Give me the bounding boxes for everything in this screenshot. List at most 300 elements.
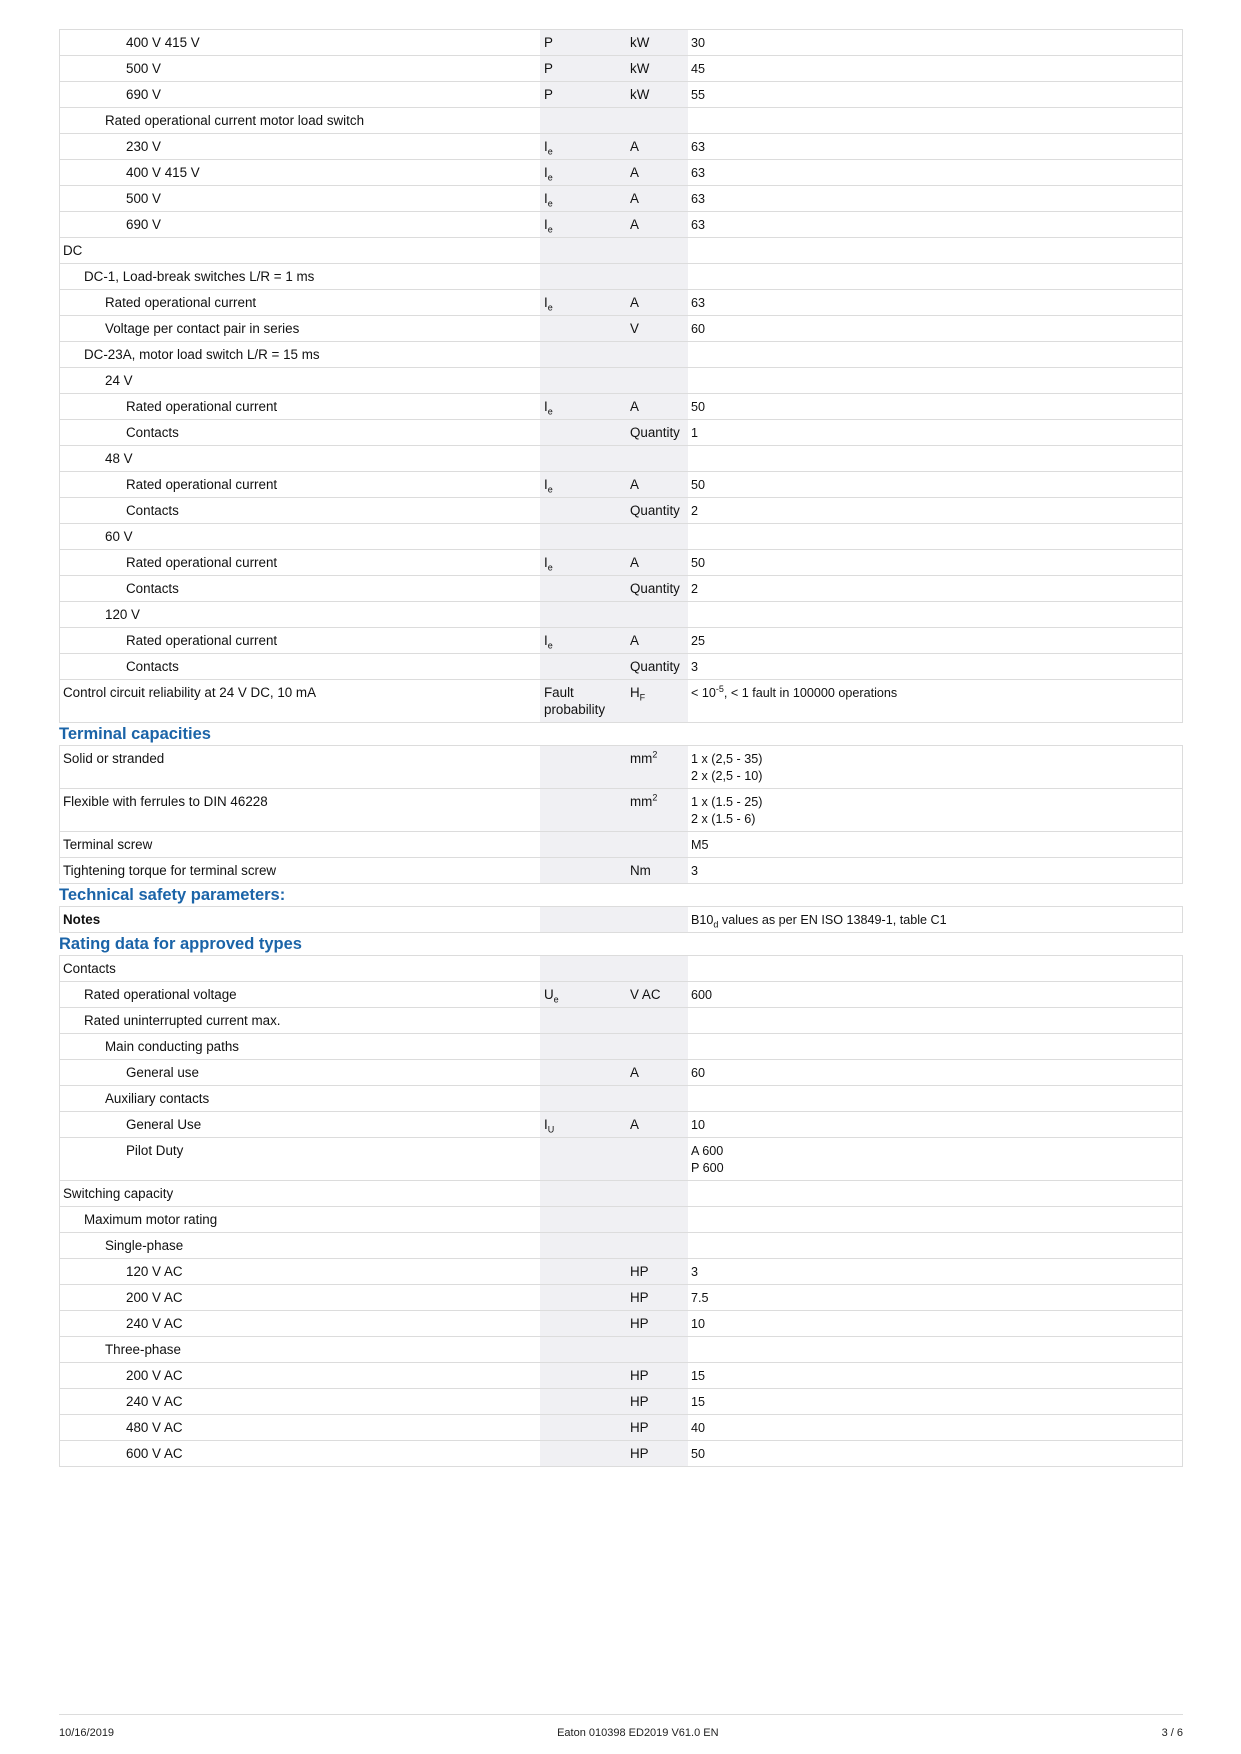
value-line: 55 [691, 88, 706, 102]
row-unit [628, 30, 688, 55]
row-unit [628, 1181, 688, 1206]
symbol-subscript: e [547, 302, 553, 313]
row-symbol [540, 576, 628, 601]
value-line: 3 [691, 864, 699, 878]
row-unit [628, 680, 688, 722]
row-label: General Use [126, 1117, 202, 1132]
row-unit [628, 1389, 688, 1414]
row-unit [628, 1337, 688, 1362]
table-row [59, 1311, 1183, 1337]
row-label: 240 V AC [126, 1316, 183, 1331]
row-symbol [540, 1285, 628, 1310]
table-row [59, 680, 1183, 723]
unit-text: A [630, 1065, 639, 1080]
row-symbol [540, 982, 628, 1007]
row-label: Rated uninterrupted current max. [84, 1013, 281, 1028]
row-unit [628, 858, 688, 883]
row-unit [628, 1207, 688, 1232]
row-symbol [540, 368, 628, 393]
row-unit [628, 108, 688, 133]
row-label: Single-phase [105, 1238, 184, 1253]
row-label: Contacts [63, 961, 116, 976]
row-unit [628, 1138, 688, 1180]
symbol-subscript: e [547, 484, 553, 495]
row-value [688, 1008, 1182, 1033]
row-symbol [540, 1060, 628, 1085]
value-line: 15 [691, 1395, 706, 1409]
row-label: 400 V 415 V [126, 165, 200, 180]
row-symbol [540, 472, 628, 497]
row-unit [628, 1034, 688, 1059]
unit-text: mm [630, 751, 653, 766]
table-row [59, 1034, 1183, 1060]
row-value [688, 498, 1182, 523]
row-label: 120 V [105, 607, 140, 622]
value-line: 50 [691, 478, 706, 492]
value-line: 1 x (2,5 - 35) [691, 752, 763, 766]
row-value [688, 982, 1182, 1007]
row-symbol [540, 56, 628, 81]
value-line: 50 [691, 556, 706, 570]
row-value [688, 186, 1182, 211]
row-unit [628, 550, 688, 575]
table-row [59, 160, 1183, 186]
value-text: < 10 [691, 686, 716, 700]
row-unit [628, 789, 688, 831]
row-symbol [540, 1441, 628, 1466]
row-label: DC-1, Load-break switches L/R = 1 ms [84, 269, 315, 284]
unit-text: A [630, 295, 639, 310]
unit-text: Quantity [630, 659, 680, 674]
symbol-text: Fault probability [544, 685, 606, 717]
row-label: 480 V AC [126, 1420, 183, 1435]
value-line: 1 x (1.5 - 25) [691, 795, 763, 809]
row-unit [628, 212, 688, 237]
spec-table [59, 906, 1183, 933]
unit-text: Quantity [630, 425, 680, 440]
value-superscript: -5 [715, 683, 724, 694]
row-value [688, 1207, 1182, 1232]
row-value [688, 134, 1182, 159]
row-label: General use [126, 1065, 199, 1080]
row-unit [628, 1259, 688, 1284]
table-row [59, 1207, 1183, 1233]
row-value [688, 746, 1182, 788]
row-unit [628, 1363, 688, 1388]
row-symbol [540, 108, 628, 133]
row-unit [628, 602, 688, 627]
unit-text: A [630, 633, 639, 648]
row-value [688, 1415, 1182, 1440]
unit-text: kW [630, 61, 650, 76]
table-row [59, 1259, 1183, 1285]
row-value [688, 1034, 1182, 1059]
row-label: Maximum motor rating [84, 1212, 218, 1227]
spec-table [59, 955, 1183, 1467]
value-line: 40 [691, 1421, 706, 1435]
table-row [59, 1441, 1183, 1467]
row-symbol [540, 1389, 628, 1414]
row-symbol [540, 316, 628, 341]
table-row [59, 789, 1183, 832]
row-symbol [540, 746, 628, 788]
row-value [688, 858, 1182, 883]
value-line: 2 [691, 582, 699, 596]
row-value [688, 1181, 1182, 1206]
row-value [688, 290, 1182, 315]
table-row [59, 1233, 1183, 1259]
symbol-text: I [544, 633, 548, 648]
symbol-subscript: e [547, 224, 553, 235]
row-symbol [540, 1363, 628, 1388]
datasheet-table [59, 29, 1183, 1467]
unit-text: HP [630, 1446, 649, 1461]
row-label: DC-23A, motor load switch L/R = 15 ms [84, 347, 320, 362]
row-symbol [540, 1311, 628, 1336]
value-line: 30 [691, 36, 706, 50]
table-row [59, 576, 1183, 602]
unit-text: kW [630, 35, 650, 50]
table-row [59, 186, 1183, 212]
row-unit [628, 498, 688, 523]
unit-text: HP [630, 1420, 649, 1435]
row-value [688, 1233, 1182, 1258]
row-symbol [540, 446, 628, 471]
unit-text: Nm [630, 863, 651, 878]
value-line: 2 x (2,5 - 10) [691, 769, 763, 783]
footer-doc-id: Eaton 010398 ED2019 V61.0 EN [557, 1727, 719, 1739]
table-row [59, 1008, 1183, 1034]
row-unit [628, 82, 688, 107]
row-label: DC [63, 243, 83, 258]
row-symbol [540, 264, 628, 289]
row-symbol [540, 30, 628, 55]
footer-page-number: 3 / 6 [1161, 1727, 1183, 1739]
row-value [688, 602, 1182, 627]
value-line: 15 [691, 1369, 706, 1383]
row-label: 230 V [126, 139, 161, 154]
row-value [688, 1441, 1182, 1466]
row-unit [628, 576, 688, 601]
value-line: M5 [691, 838, 709, 852]
table-row [59, 212, 1183, 238]
row-value [688, 1285, 1182, 1310]
table-row [59, 1363, 1183, 1389]
row-unit [628, 290, 688, 315]
unit-text: A [630, 139, 639, 154]
row-unit [628, 186, 688, 211]
row-unit [628, 368, 688, 393]
table-row [59, 472, 1183, 498]
row-unit [628, 1311, 688, 1336]
row-symbol [540, 82, 628, 107]
row-symbol [540, 212, 628, 237]
symbol-text: I [544, 555, 548, 570]
unit-text: HP [630, 1264, 649, 1279]
unit-text: H [630, 685, 640, 700]
row-unit [628, 264, 688, 289]
table-row [59, 858, 1183, 884]
row-symbol [540, 1138, 628, 1180]
table-row [59, 907, 1183, 933]
row-unit [628, 524, 688, 549]
row-label: Rated operational current [126, 477, 278, 492]
row-label: Solid or stranded [63, 751, 165, 766]
table-row [59, 498, 1183, 524]
row-unit [628, 1233, 688, 1258]
table-row [59, 550, 1183, 576]
row-value [688, 628, 1182, 653]
row-label: Pilot Duty [126, 1143, 184, 1158]
unit-text: A [630, 165, 639, 180]
symbol-subscript: e [547, 146, 553, 157]
page-footer [59, 1714, 1183, 1739]
row-unit [628, 1008, 688, 1033]
unit-text: A [630, 399, 639, 414]
table-row [59, 1181, 1183, 1207]
symbol-text: P [544, 61, 553, 76]
row-symbol [540, 789, 628, 831]
row-symbol [540, 602, 628, 627]
row-label: 690 V [126, 87, 161, 102]
value-line: 60 [691, 322, 706, 336]
row-symbol [540, 420, 628, 445]
row-label: 600 V AC [126, 1446, 183, 1461]
symbol-subscript: U [547, 1124, 555, 1135]
table-row [59, 1415, 1183, 1441]
table-row [59, 832, 1183, 858]
row-unit [628, 472, 688, 497]
row-label: 240 V AC [126, 1394, 183, 1409]
row-value [688, 1259, 1182, 1284]
symbol-text: I [544, 295, 548, 310]
row-value [688, 342, 1182, 367]
row-value [688, 394, 1182, 419]
row-symbol [540, 498, 628, 523]
value-line: 3 [691, 660, 699, 674]
unit-text: kW [630, 87, 650, 102]
symbol-text: I [544, 1117, 548, 1132]
value-text: B10 [691, 913, 714, 927]
value-line: 600 [691, 988, 713, 1002]
unit-text: HP [630, 1368, 649, 1383]
row-label: 60 V [105, 529, 133, 544]
row-unit [628, 446, 688, 471]
row-value [688, 56, 1182, 81]
row-symbol [540, 654, 628, 679]
unit-text: HP [630, 1394, 649, 1409]
row-label: Contacts [126, 581, 179, 596]
table-row [59, 1337, 1183, 1363]
symbol-subscript: e [547, 198, 553, 209]
row-value [688, 212, 1182, 237]
row-value [688, 472, 1182, 497]
row-symbol [540, 628, 628, 653]
value-line: 50 [691, 400, 706, 414]
row-value [688, 446, 1182, 471]
row-unit [628, 907, 688, 932]
row-unit [628, 394, 688, 419]
row-unit [628, 420, 688, 445]
value-line: 2 x (1.5 - 6) [691, 812, 756, 826]
row-label: Rated operational current [126, 555, 278, 570]
table-row [59, 628, 1183, 654]
table-row [59, 82, 1183, 108]
symbol-text: P [544, 87, 553, 102]
row-symbol [540, 186, 628, 211]
unit-text: V [630, 321, 639, 336]
table-row [59, 1060, 1183, 1086]
table-row [59, 956, 1183, 982]
unit-text: HP [630, 1290, 649, 1305]
row-label: Rated operational current [126, 399, 278, 414]
row-label: Terminal screw [63, 837, 153, 852]
row-label: 690 V [126, 217, 161, 232]
row-value [688, 420, 1182, 445]
value-line: 63 [691, 140, 706, 154]
table-row [59, 56, 1183, 82]
row-unit [628, 1086, 688, 1111]
row-label: 200 V AC [126, 1368, 183, 1383]
row-unit [628, 956, 688, 981]
row-label: Control circuit reliability at 24 V DC, 10 mA [63, 685, 317, 700]
row-value [688, 264, 1182, 289]
row-value [688, 1311, 1182, 1336]
value-line: 1 [691, 426, 699, 440]
row-label: Rated operational current motor load switch [105, 113, 365, 128]
row-value [688, 907, 1182, 932]
unit-text: A [630, 191, 639, 206]
value-line: 7.5 [691, 1291, 709, 1305]
table-row [59, 316, 1183, 342]
row-unit [628, 316, 688, 341]
table-row [59, 1285, 1183, 1311]
row-unit [628, 238, 688, 263]
row-symbol [540, 832, 628, 857]
symbol-subscript: e [547, 562, 553, 573]
value-line: 63 [691, 192, 706, 206]
row-symbol [540, 342, 628, 367]
row-unit [628, 654, 688, 679]
row-label: Contacts [126, 503, 179, 518]
value-line: 2 [691, 504, 699, 518]
table-row [59, 446, 1183, 472]
section-heading: Rating data for approved types [59, 935, 302, 953]
value-text: , < 1 fault in 100000 operations [723, 686, 898, 700]
row-value [688, 550, 1182, 575]
table-row [59, 290, 1183, 316]
row-symbol [540, 1259, 628, 1284]
value-line: 50 [691, 1447, 706, 1461]
row-label: 500 V [126, 61, 161, 76]
row-symbol [540, 1086, 628, 1111]
unit-text: V AC [630, 987, 661, 1002]
row-unit [628, 746, 688, 788]
row-label: Voltage per contact pair in series [105, 321, 300, 336]
row-value [688, 160, 1182, 185]
value-line: P 600 [691, 1161, 724, 1175]
row-label: Switching capacity [63, 1186, 174, 1201]
row-label: Notes [63, 912, 101, 927]
symbol-text: I [544, 217, 548, 232]
value-line: 3 [691, 1265, 699, 1279]
row-value [688, 1138, 1182, 1180]
row-symbol [540, 1181, 628, 1206]
row-unit [628, 1285, 688, 1310]
row-value [688, 576, 1182, 601]
value-line: 63 [691, 218, 706, 232]
symbol-text: I [544, 165, 548, 180]
value-line: 10 [691, 1317, 706, 1331]
symbol-text: I [544, 477, 548, 492]
table-row [59, 134, 1183, 160]
row-value [688, 1337, 1182, 1362]
row-symbol [540, 1112, 628, 1137]
table-row [59, 1112, 1183, 1138]
row-symbol [540, 907, 628, 932]
row-label: Auxiliary contacts [105, 1091, 210, 1106]
table-row [59, 1389, 1183, 1415]
row-label: Rated operational current [105, 295, 257, 310]
row-unit [628, 134, 688, 159]
row-symbol [540, 1415, 628, 1440]
unit-text: mm [630, 794, 653, 809]
value-line: 10 [691, 1118, 706, 1132]
row-label: Rated operational voltage [84, 987, 237, 1002]
row-value [688, 368, 1182, 393]
table-row [59, 982, 1183, 1008]
row-label: Main conducting paths [105, 1039, 239, 1054]
row-label: 48 V [105, 451, 133, 466]
value-line: 25 [691, 634, 706, 648]
row-label: 120 V AC [126, 1264, 183, 1279]
table-row [59, 368, 1183, 394]
table-row [59, 342, 1183, 368]
row-label: Three-phase [105, 1342, 181, 1357]
row-value [688, 680, 1182, 722]
row-symbol [540, 956, 628, 981]
table-row [59, 30, 1183, 56]
row-symbol [540, 290, 628, 315]
row-value [688, 1112, 1182, 1137]
row-unit [628, 982, 688, 1007]
table-row [59, 524, 1183, 550]
symbol-subscript: e [553, 994, 559, 1005]
footer-date: 10/16/2019 [59, 1727, 115, 1739]
unit-text: Quantity [630, 581, 680, 596]
row-symbol [540, 524, 628, 549]
table-row [59, 1086, 1183, 1112]
row-unit [628, 1060, 688, 1085]
row-label: 500 V [126, 191, 161, 206]
row-symbol [540, 1337, 628, 1362]
unit-text: A [630, 1117, 639, 1132]
row-symbol [540, 858, 628, 883]
row-value [688, 238, 1182, 263]
value-line: 45 [691, 62, 706, 76]
symbol-subscript: e [547, 406, 553, 417]
row-value [688, 82, 1182, 107]
row-symbol [540, 1207, 628, 1232]
symbol-subscript: e [547, 640, 553, 651]
value-line: A 600 [691, 1144, 724, 1158]
row-value [688, 956, 1182, 981]
section-heading: Technical safety parameters: [59, 886, 286, 904]
value-subscript: d [713, 919, 719, 930]
table-row [59, 1138, 1183, 1181]
row-label: Rated operational current [126, 633, 278, 648]
unit-text: A [630, 555, 639, 570]
